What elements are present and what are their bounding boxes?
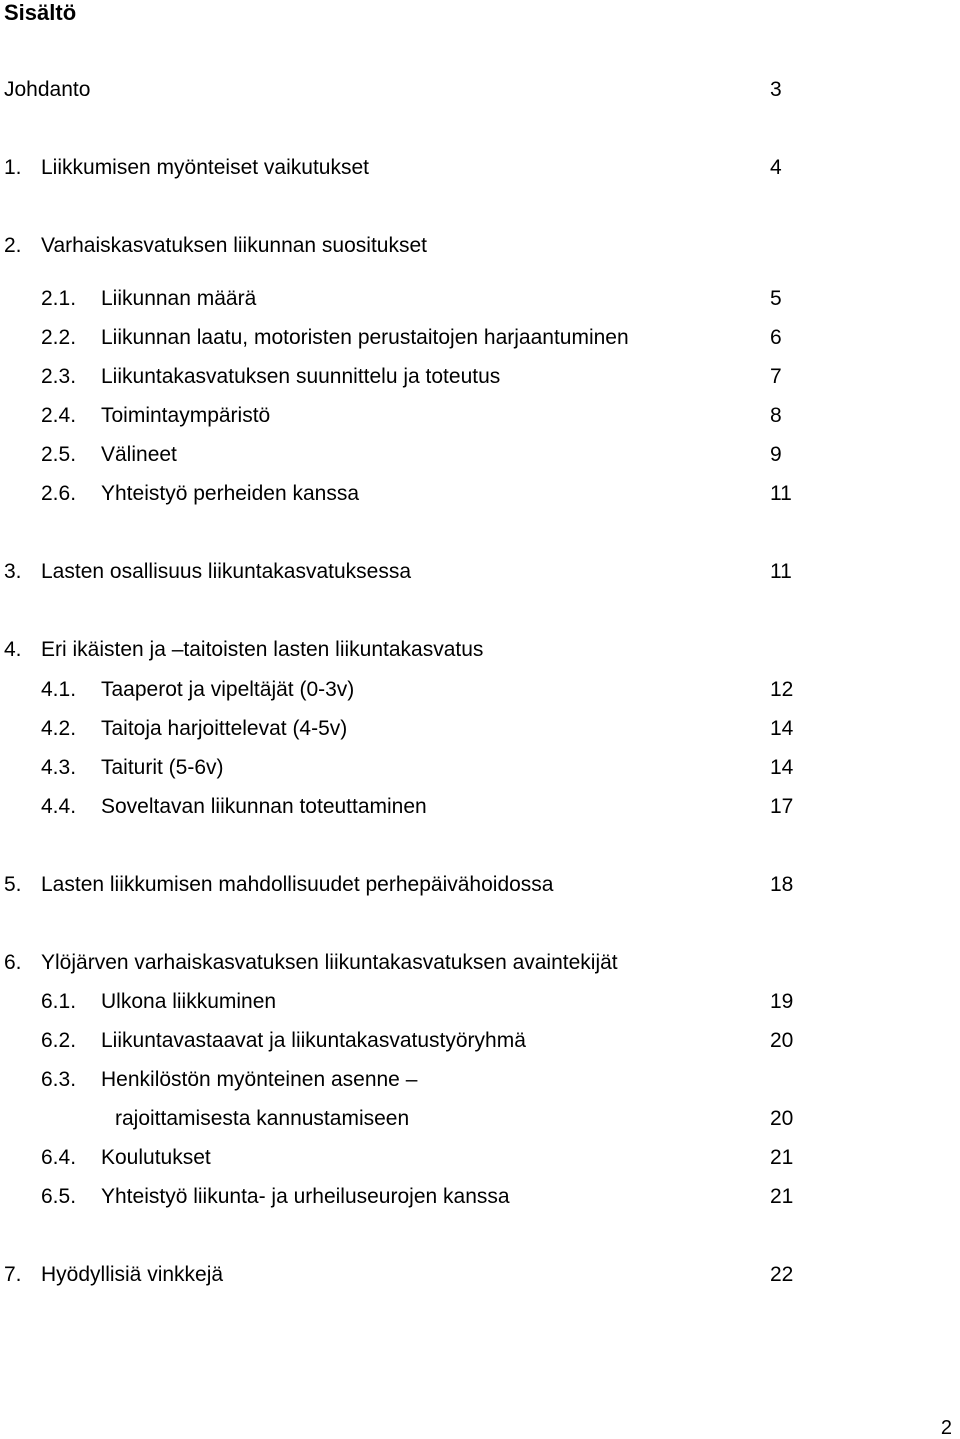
toc-entry-page: 4 <box>770 156 782 179</box>
toc-entry-number: 5. <box>4 873 22 896</box>
toc-entry-page: 20 <box>770 1107 794 1130</box>
toc-entry-4-3[interactable] <box>0 755 800 781</box>
toc-entry-text: Välineet <box>101 443 177 466</box>
toc-entry-2-6[interactable] <box>0 481 800 507</box>
toc-entry-text: Taiturit (5-6v) <box>101 756 224 779</box>
toc-entry-5[interactable] <box>0 872 800 898</box>
toc-entry-number: 2.6. <box>41 482 77 505</box>
toc-entry-number: 2.1. <box>41 287 77 310</box>
toc-entry-page: 9 <box>770 443 782 466</box>
page-title: Sisältö <box>4 0 77 25</box>
toc-entry-page: 11 <box>770 482 792 505</box>
toc-entry-page: 20 <box>770 1029 794 1052</box>
toc-entry-6-1[interactable] <box>0 989 800 1015</box>
toc-entry-text: rajoittamisesta kannustamiseen <box>115 1107 410 1130</box>
toc-entry-page: 8 <box>770 404 782 427</box>
toc-entry-number: 2.3. <box>41 365 77 388</box>
toc-entry-number: 6.1. <box>41 990 77 1013</box>
toc-entry-page: 17 <box>770 795 794 818</box>
toc-entry-text: Taaperot ja vipeltäjät (0-3v) <box>101 678 355 701</box>
toc-entry-number: 7. <box>4 1263 22 1286</box>
toc-entry-2-5[interactable] <box>0 442 800 468</box>
toc-entry-3[interactable] <box>0 559 800 585</box>
toc-entry-4[interactable] <box>0 637 800 663</box>
toc-entry-page: 22 <box>770 1263 794 1286</box>
toc-entry-number: 6.4. <box>41 1146 77 1169</box>
toc-entry-text: Eri ikäisten ja –taitoisten lasten liikuntakasvatus <box>41 638 484 661</box>
toc-entry-text: Liikunnan määrä <box>101 287 257 310</box>
toc-entry-text: Lasten liikkumisen mahdollisuudet perhepäivähoidossa <box>41 873 554 896</box>
toc-entry-text: Liikunnan laatu, motoristen perustaitojen harjaantuminen <box>101 326 629 349</box>
toc-entry-6-3-continued[interactable] <box>0 1106 800 1132</box>
toc-entry-page: 7 <box>770 365 782 388</box>
toc-entry-page: 14 <box>770 756 794 779</box>
toc-entry-text: Lasten osallisuus liikuntakasvatuksessa <box>41 560 412 583</box>
toc-entry-page: 6 <box>770 326 782 349</box>
toc-entry-2-3[interactable] <box>0 364 800 390</box>
toc-entry-number: 4.1. <box>41 678 77 701</box>
toc-entry-text: Yhteistyö liikunta- ja urheiluseurojen kanssa <box>101 1185 510 1208</box>
toc-entry-number: 4.3. <box>41 756 77 779</box>
toc-entry-number: 4.2. <box>41 717 77 740</box>
toc-entry-text: Ulkona liikkuminen <box>101 990 277 1013</box>
toc-entry-6-4[interactable] <box>0 1145 800 1171</box>
toc-entry-text: Varhaiskasvatuksen liikunnan suositukset <box>41 234 427 257</box>
toc-entry-page: 5 <box>770 287 782 310</box>
toc-entry-text: Hyödyllisiä vinkkejä <box>41 1263 224 1286</box>
toc-entry-page: 14 <box>770 717 794 740</box>
toc-entry-page: 3 <box>770 78 782 101</box>
toc-entry-number: 1. <box>4 156 22 179</box>
toc-entry-text: Liikkumisen myönteiset vaikutukset <box>41 156 369 179</box>
toc-entry-page: 21 <box>770 1185 794 1208</box>
toc-entry-1[interactable] <box>0 155 800 181</box>
toc-entry-page: 21 <box>770 1146 794 1169</box>
toc-entry-page: 19 <box>770 990 794 1013</box>
toc-entry-number: 4.4. <box>41 795 77 818</box>
toc-entry-text: Johdanto <box>4 78 91 101</box>
toc-entry-2[interactable] <box>0 233 800 259</box>
toc-entry-4-1[interactable] <box>0 677 800 703</box>
toc-entry-number: 6.2. <box>41 1029 77 1052</box>
toc-entry-6-3[interactable] <box>0 1067 800 1093</box>
toc-entry-number: 6.5. <box>41 1185 77 1208</box>
toc-entry-number: 2. <box>4 234 22 257</box>
toc-entry-text: Ylöjärven varhaiskasvatuksen liikuntakasvatuksen avaintekijät <box>41 951 618 974</box>
toc-entry-number: 2.5. <box>41 443 77 466</box>
toc-entry-number: 3. <box>4 560 22 583</box>
toc-entry-text: Toimintaympäristö <box>101 404 271 427</box>
toc-entry-text: Yhteistyö perheiden kanssa <box>101 482 359 505</box>
toc-entry-text: Soveltavan liikunnan toteuttaminen <box>101 795 427 818</box>
toc-entry-6[interactable] <box>0 950 800 976</box>
toc-entry-page: 12 <box>770 678 794 701</box>
toc-entry-johdanto[interactable] <box>0 77 800 103</box>
toc-entry-6-2[interactable] <box>0 1028 800 1054</box>
toc-entry-number: 6.3. <box>41 1068 77 1091</box>
toc-entry-2-2[interactable] <box>0 325 800 351</box>
toc-entry-text: Liikuntakasvatuksen suunnittelu ja toteutus <box>101 365 501 388</box>
toc-entry-number: 2.4. <box>41 404 77 427</box>
toc-entry-text: Taitoja harjoittelevat (4-5v) <box>101 717 348 740</box>
toc-entry-text: Koulutukset <box>101 1146 211 1169</box>
toc-entry-4-2[interactable] <box>0 716 800 742</box>
toc-entry-number: 2.2. <box>41 326 77 349</box>
toc-entry-6-5[interactable] <box>0 1184 800 1210</box>
toc-entry-text: Henkilöstön myönteinen asenne – <box>101 1068 418 1091</box>
toc-entry-page: 11 <box>770 560 792 583</box>
toc-entry-2-1[interactable] <box>0 286 800 312</box>
page-number: 2 <box>940 1417 952 1439</box>
toc-entry-4-4[interactable] <box>0 794 800 820</box>
toc-entry-page: 18 <box>770 873 794 896</box>
toc-entry-2-4[interactable] <box>0 403 800 429</box>
toc-entry-text: Liikuntavastaavat ja liikuntakasvatustyöryhmä <box>101 1029 526 1052</box>
toc-entry-number: 6. <box>4 951 22 974</box>
toc-entry-number: 4. <box>4 638 22 661</box>
toc-entry-7[interactable] <box>0 1262 800 1288</box>
